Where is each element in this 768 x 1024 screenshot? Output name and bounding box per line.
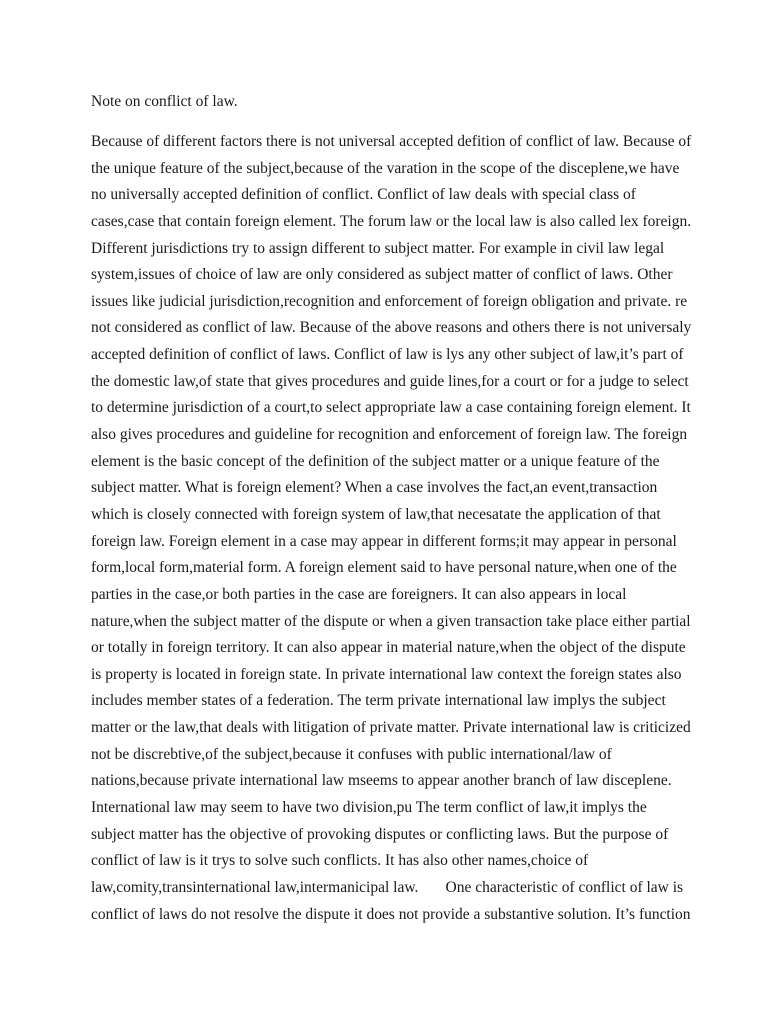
body-line: to determine jurisdiction of a court,to select appropriate law a case containing foreign element. It [91, 399, 691, 417]
body-line: which is closely connected with foreign system of law,that necesatate the application of that [91, 505, 661, 523]
body-line: the domestic law,of state that gives procedures and guide lines,for a court or for a judge to select [91, 372, 689, 390]
body-line: subject matter. What is foreign element? When a case involves the fact,an event,transaction [91, 479, 658, 497]
body-line: accepted definition of conflict of laws. Conflict of law is lys any other subject of law,it’s part of [91, 346, 684, 364]
body-line: includes member states of a federation. The term private international law implys the subject [91, 692, 666, 710]
body-line: not be discrebtive,of the subject,because it confuses with public international/law of [91, 745, 612, 763]
body-line: nature,when the subject matter of the dispute or when a given transaction take place either partial [91, 612, 691, 630]
body-line: or totally in foreign territory. It can also appear in material nature,when the object of the dispute [91, 639, 686, 657]
document-body [91, 132, 691, 931]
body-line: Different jurisdictions try to assign different to subject matter. For example in civil law legal [91, 239, 665, 257]
body-line: law,comity,transinternational law,intermanicipal law. One characteristic of conflict of law is [91, 878, 684, 896]
body-line: Because of different factors there is not universal accepted defition of conflict of law. Because of [91, 133, 692, 150]
body-line: International law may seem to have two division,pu The term conflict of law,it implys the [91, 799, 647, 817]
body-line: subject matter has the objective of provoking disputes or conflicting laws. But the purpose of [91, 825, 669, 843]
body-line: conflict of law is it trys to solve such conflicts. It has also other names,choice of [91, 852, 589, 870]
body-line: system,issues of choice of law are only considered as subject matter of conflict of laws. Other [91, 266, 673, 284]
body-line: form,local form,material form. A foreign element said to have personal nature,when one of the [91, 559, 677, 577]
body-line: parties in the case,or both parties in the case are foreigners. It can also appears in local [91, 585, 627, 603]
body-line: the unique feature of the subject,because of the varation in the scope of the disceplene,we have [91, 159, 680, 177]
body-line: no universally accepted definition of conflict. Conflict of law deals with special class of [91, 186, 636, 204]
body-line: conflict of laws do not resolve the dispute it does not provide a substantive solution. It’s function [91, 905, 691, 923]
body-line: cases,case that contain foreign element. The forum law or the local law is also called lex foreign. [91, 212, 692, 230]
body-line: also gives procedures and guideline for recognition and enforcement of foreign law. The foreign [91, 426, 688, 444]
body-line: not considered as conflict of law. Because of the above reasons and others there is not universaly [91, 319, 692, 337]
document-title: Note on conflict of law. [91, 93, 238, 110]
body-line: nations,because private international law mseems to appear another branch of law disceplene. [91, 772, 672, 790]
body-line: matter or the law,that deals with litigation of private matter. Private international law is criticized [91, 719, 691, 737]
body-line: element is the basic concept of the definition of the subject matter or a unique feature of the [91, 452, 660, 470]
body-line: is property is located in foreign state. In private international law context the foreign states also [91, 665, 682, 683]
body-line: foreign law. Foreign element in a case may appear in different forms;it may appear in personal [91, 532, 677, 550]
body-line: issues like judicial jurisdiction,recognition and enforcement of foreign obligation and private. re [91, 292, 688, 310]
